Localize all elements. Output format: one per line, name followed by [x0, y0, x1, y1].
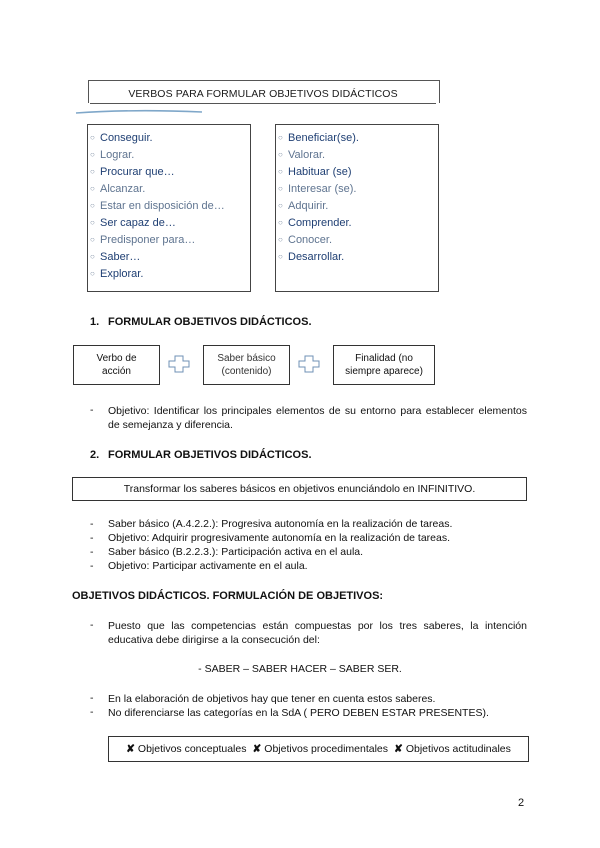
list-item-text: Objetivo: Adquirir progresivamente autonomía en la realización de tareas. [108, 532, 451, 544]
bullet-dash: - [90, 560, 94, 572]
bullet-dash: - [90, 692, 94, 704]
verb-item [278, 180, 438, 197]
title-underline [90, 103, 436, 104]
verb-item [90, 163, 250, 180]
cross-icon: ✘ [394, 743, 403, 755]
section2-number: 2. [90, 449, 100, 461]
plus-icon [298, 355, 320, 373]
verb-text: Alcanzar. [100, 183, 146, 195]
section3-bullet-2: En la elaboración de objetivos hay que tener en cuenta estos saberes. [108, 693, 436, 705]
formula-box-verb-line1: Verbo de [96, 353, 137, 364]
verb-text: Estar en disposición de… [100, 200, 225, 212]
verb-text: Desarrollar. [288, 251, 345, 263]
bullet-circle-icon: ○ [278, 218, 283, 227]
verbs-left-box [87, 124, 251, 292]
verb-text: Saber… [100, 251, 141, 263]
verb-text: Procurar que… [100, 166, 175, 178]
objective-type: Objetivos conceptuales [137, 743, 247, 755]
list-item [90, 531, 530, 545]
verb-text: Lograr. [100, 149, 135, 161]
section1-number: 1. [90, 316, 100, 328]
bullet-circle-icon: ○ [90, 269, 95, 278]
verb-item [278, 163, 438, 180]
bullet-circle-icon: ○ [90, 133, 95, 142]
verb-item [90, 146, 250, 163]
bullet-circle-icon: ○ [278, 133, 283, 142]
section3-bullet-3: No diferenciarse las categorías en la SdA ( PERO DEBEN ESTAR PRESENTES). [108, 707, 489, 719]
verb-item [90, 214, 250, 231]
verb-text: Valorar. [288, 149, 326, 161]
section2-bullet-list [90, 517, 530, 573]
verbs-left-list [90, 129, 250, 282]
bullet-dash: - [90, 518, 94, 530]
list-item [90, 559, 530, 573]
section1-heading: FORMULAR OBJETIVOS DIDÁCTICOS. [108, 316, 312, 328]
decorative-swoosh [74, 108, 204, 116]
formula-box-purpose-line1: Finalidad (no [355, 353, 413, 364]
verb-item [90, 248, 250, 265]
bullet-circle-icon: ○ [90, 201, 95, 210]
bullet-circle-icon: ○ [278, 252, 283, 261]
bullet-dash: - [90, 619, 94, 631]
verb-item [278, 129, 438, 146]
verb-text: Interesar (se). [288, 183, 357, 195]
verb-item [90, 129, 250, 146]
formula-box-content-line2: (contenido) [221, 366, 272, 377]
page-number: 2 [518, 797, 525, 809]
list-item-text: Saber básico (B.2.2.3.): Participación activa en el aula. [108, 546, 364, 558]
bullet-circle-icon: ○ [278, 167, 283, 176]
bullet-dash: - [90, 404, 94, 416]
verb-text: Beneficiar(se). [288, 132, 359, 144]
verb-text: Adquirir. [288, 200, 329, 212]
bullet-circle-icon: ○ [278, 184, 283, 193]
verbs-right-list [278, 129, 438, 265]
list-item-text: Saber básico (A.4.2.2.): Progresiva autonomía en la realización de tareas. [108, 518, 453, 530]
bullet-dash: - [90, 532, 94, 544]
verb-item [278, 197, 438, 214]
verb-item [90, 197, 250, 214]
list-item-text: Objetivo: Participar activamente en el aula. [108, 560, 308, 572]
objective-types-box [108, 736, 529, 762]
formula-box-content [203, 345, 290, 385]
list-item [90, 545, 530, 559]
formula-box-verb-line2: acción [102, 366, 131, 377]
formula-box-content-line1: Saber básico [217, 353, 276, 364]
plus-icon [168, 355, 190, 373]
section1-objective: Objetivo: Identificar los principales elementos de su entorno para establecer elementos de semejanza y diferencia. [108, 405, 527, 431]
bullet-dash: - [90, 706, 94, 718]
cross-icon: ✘ [126, 743, 135, 755]
bullet-dash: - [90, 546, 94, 558]
bullet-circle-icon: ○ [90, 184, 95, 193]
page-title: VERBOS PARA FORMULAR OBJETIVOS DIDÁCTICOS [128, 88, 398, 100]
verb-item [278, 248, 438, 265]
infinitive-box-text: Transformar los saberes básicos en objetivos enunciándolo en INFINITIVO. [123, 483, 476, 495]
section2-heading: FORMULAR OBJETIVOS DIDÁCTICOS. [108, 449, 312, 461]
verb-text: Ser capaz de… [100, 217, 176, 229]
verb-text: Predisponer para… [100, 234, 196, 246]
formula-box-purpose-line2: siempre aparece) [345, 366, 423, 377]
cross-icon: ✘ [252, 743, 262, 755]
verb-item [278, 231, 438, 248]
verb-text: Conseguir. [100, 132, 153, 144]
formula-box-purpose [333, 345, 435, 385]
verb-item [278, 214, 438, 231]
objective-type: Objetivos actitudinales [405, 743, 511, 755]
bullet-circle-icon: ○ [90, 167, 95, 176]
infinitive-box [72, 477, 527, 501]
bullet-circle-icon: ○ [278, 150, 283, 159]
bullet-circle-icon: ○ [90, 218, 95, 227]
formula-box-verb [73, 345, 160, 385]
verb-text: Comprender. [288, 217, 352, 229]
bullet-circle-icon: ○ [278, 235, 283, 244]
verb-item [278, 146, 438, 163]
bullet-circle-icon: ○ [90, 252, 95, 261]
saberes-line: - SABER – SABER HACER – SABER SER. [198, 663, 402, 675]
section3-intro: Puesto que las competencias están compuestas por los tres saberes, la intención educativa debe dirigirse a la consecución del: [108, 620, 527, 646]
verb-text: Habituar (se) [288, 166, 352, 178]
bullet-circle-icon: ○ [90, 150, 95, 159]
verb-text: Conocer. [288, 234, 333, 246]
verb-text: Explorar. [100, 268, 144, 280]
verbs-right-box [275, 124, 439, 292]
verb-item [90, 231, 250, 248]
section3-heading: OBJETIVOS DIDÁCTICOS. FORMULACIÓN DE OBJETIVOS: [72, 590, 384, 602]
bullet-circle-icon: ○ [90, 235, 95, 244]
list-item [90, 517, 530, 531]
objective-type: Objetivos procedimentales [264, 743, 389, 755]
verb-item [90, 265, 250, 282]
verb-item [90, 180, 250, 197]
bullet-circle-icon: ○ [278, 201, 283, 210]
